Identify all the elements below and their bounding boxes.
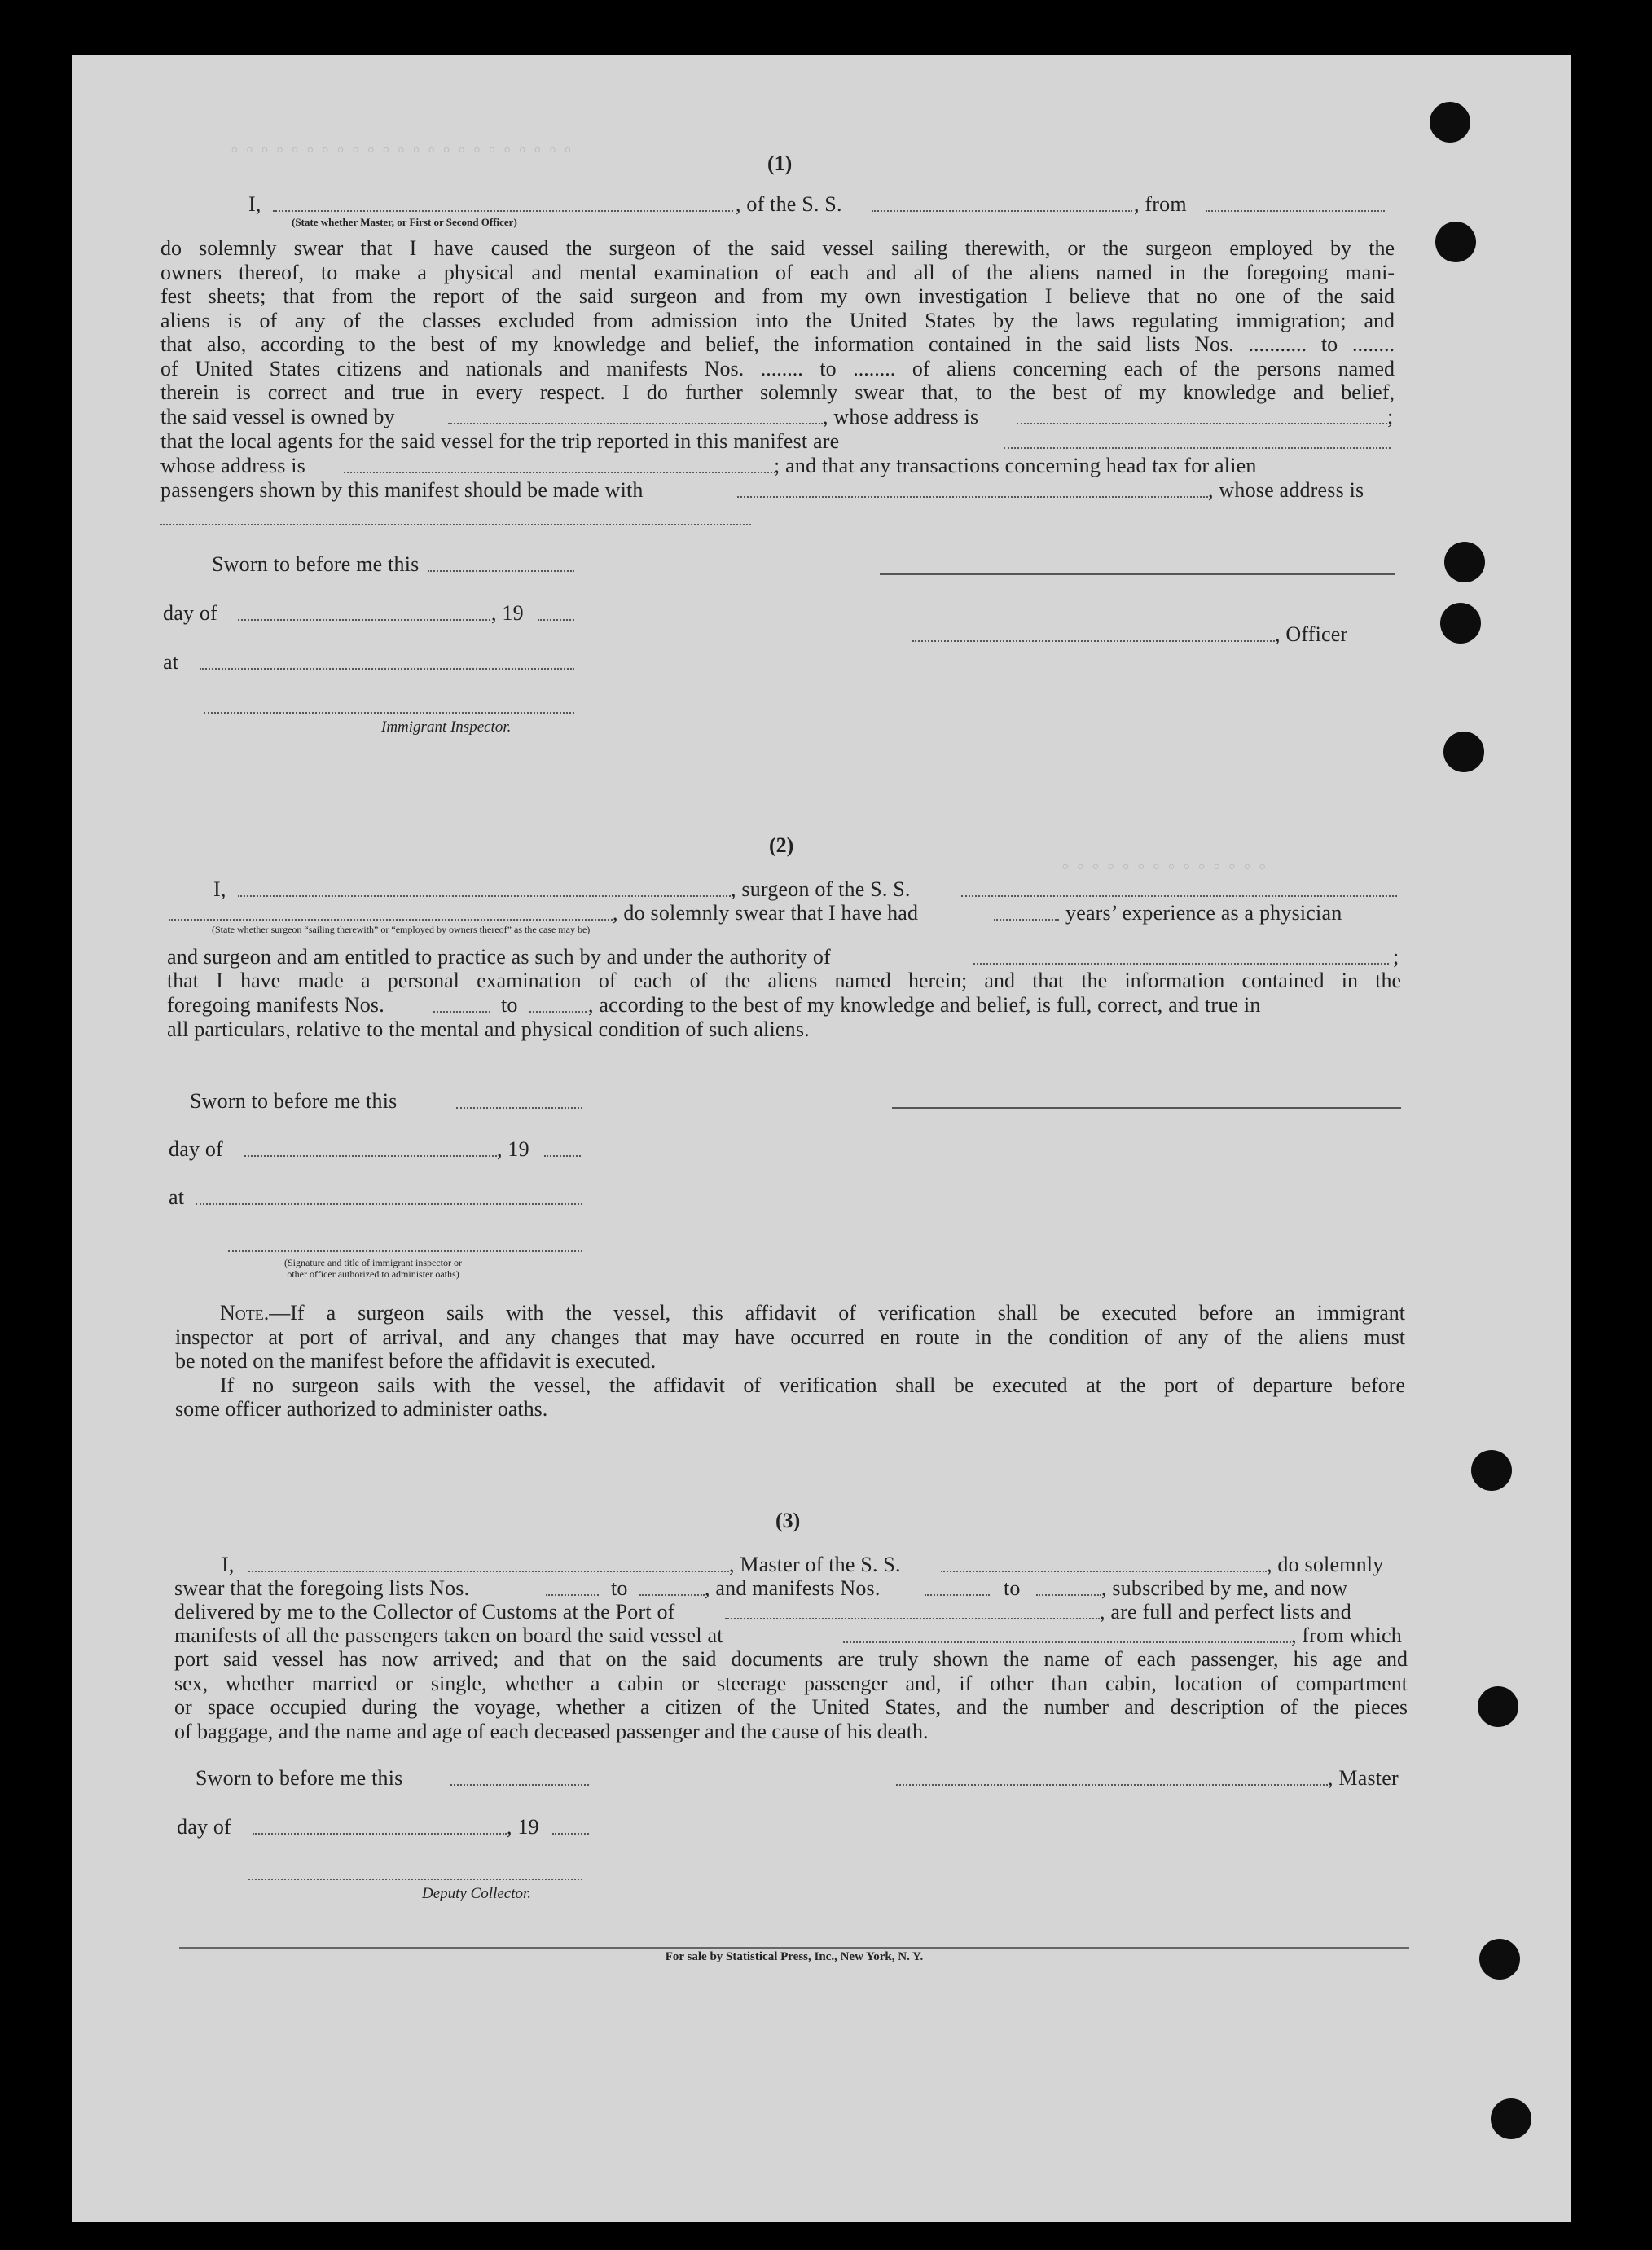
signature-line — [880, 573, 1395, 575]
text: delivered by me to the Collector of Customs at the Port of — [174, 1600, 675, 1624]
manifest-to-line — [529, 1011, 587, 1013]
surgeon-name-line — [238, 895, 731, 897]
owner-field-line — [448, 423, 823, 424]
section-3-number: (3) — [775, 1509, 801, 1532]
text: , according to the best of my knowledge and belief, is full, correct, and true in — [588, 993, 1261, 1017]
inspector-signature-line — [204, 712, 574, 714]
body-line: therein is correct and true in every respect. I do further solemnly swear that, to the best of my knowledge and belief, — [160, 380, 1395, 404]
day-field-line — [253, 1833, 507, 1835]
text: , are full and perfect lists and — [1100, 1600, 1351, 1624]
bleed-through-mark: ◦◦◦◦◦◦◦◦◦◦◦◦◦◦◦◦◦◦◦◦◦◦◦ — [228, 138, 577, 163]
text: , and manifests Nos. — [705, 1576, 881, 1600]
year-label: , 19 — [507, 1815, 539, 1839]
years-field-line — [994, 919, 1059, 921]
text: , whose address is — [823, 405, 979, 428]
text: the said vessel is owned by — [160, 405, 395, 428]
head-tax-field-line — [737, 496, 1208, 498]
section-1-number: (1) — [767, 152, 793, 175]
bleed-through-mark: ◦◦◦◦◦◦◦◦◦◦◦◦◦◦ — [1059, 855, 1272, 880]
note-line: be noted on the manifest before the affidavit is executed. — [175, 1349, 657, 1373]
body-line: of United States citizens and nationals and manifests Nos. ........ to ........ of aliens concerning each of the persons named — [160, 356, 1395, 380]
note-line: If no surgeon sails with the vessel, the affidavit of verification shall be executed at the port of departure before — [220, 1373, 1405, 1397]
text: swear that the foregoing lists Nos. — [174, 1576, 470, 1600]
section-3-body — [174, 1647, 1408, 1743]
body-line: port said vessel has now arrived; and that on the said documents are truly shown the name of each passenger, his age and — [174, 1647, 1408, 1671]
master-vessel-line — [941, 1571, 1267, 1572]
section-1-body — [160, 236, 1395, 405]
text: ; — [1393, 945, 1399, 969]
text: , Master of the S. S. — [729, 1553, 901, 1576]
manifests-from-line — [925, 1594, 990, 1596]
note-line: some officer authorized to administer oaths. — [175, 1397, 548, 1421]
punch-hole — [1478, 1686, 1518, 1727]
body-line: sex, whether married or single, whether a cabin or steerage passenger and, if other than cabin, location of compartment — [174, 1671, 1408, 1695]
at-label: at — [163, 650, 179, 674]
text: , do solemnly swear that I have had — [613, 901, 919, 925]
agents-address-line — [344, 472, 775, 473]
year-label: , 19 — [497, 1137, 529, 1161]
day-of-label: day of — [169, 1137, 223, 1161]
day-field-line — [238, 619, 490, 621]
deputy-signature-line — [248, 1879, 582, 1880]
body-line: of baggage, and the name and age of each deceased passenger and the cause of his death. — [174, 1719, 929, 1743]
boarding-port-line — [843, 1641, 1291, 1643]
master-name-line — [248, 1571, 729, 1572]
field-note: (State whether surgeon “sailing therewith” or “employed by owners thereof” as the case may be) — [212, 924, 591, 935]
punch-hole — [1471, 1450, 1512, 1491]
text: , whose address is — [1208, 478, 1364, 502]
text: that the local agents for the said vessel for the trip reported in this manifest are — [160, 429, 840, 453]
punch-hole — [1440, 603, 1481, 644]
text: , surgeon of the S. S. — [731, 877, 911, 901]
sworn-label: Sworn to before me this — [190, 1089, 398, 1113]
text: passengers shown by this manifest should be made with — [160, 478, 644, 502]
text: , of the S. S. — [736, 192, 842, 216]
note-line — [175, 1301, 1405, 1325]
deputy-label: Deputy Collector. — [422, 1885, 532, 1902]
text: , from which — [1291, 1624, 1402, 1647]
text: ; and that any transactions concerning head tax for alien — [774, 454, 1257, 477]
signature-note-line: (Signature and title of immigrant inspector or — [284, 1257, 462, 1268]
text: to — [611, 1576, 628, 1600]
text: years’ experience as a physician — [1065, 901, 1342, 925]
body-line: do solemnly swear that I have caused the surgeon of the said vessel sailing therewith, or the surgeon employed by the — [160, 236, 1395, 260]
manifests-to-line — [1036, 1594, 1101, 1596]
sworn-date-line — [456, 1107, 582, 1109]
note-text: —If a surgeon sails with the vessel, this affidavit of verification shall be executed before an immigrant — [269, 1301, 1405, 1325]
text: and surgeon and am entitled to practice as such by and under the authority of — [167, 945, 831, 969]
name-field-line — [273, 210, 733, 212]
owner-address-line — [1017, 423, 1387, 424]
inspector-signature-line — [228, 1250, 582, 1252]
text: , do solemnly — [1267, 1553, 1384, 1576]
lists-to-line — [639, 1594, 705, 1596]
text: manifests of all the passengers taken on board the said vessel at — [174, 1624, 723, 1647]
punch-hole — [1479, 1939, 1520, 1980]
master-signature-line — [896, 1784, 1328, 1786]
year-field-line — [538, 619, 574, 621]
officer-label: , Officer — [1275, 622, 1348, 646]
at-label: at — [169, 1185, 185, 1209]
port-field-line — [725, 1618, 1100, 1619]
text: whose address is — [160, 454, 305, 477]
body-line: that I have made a personal examination of each of the aliens named herein; and that the information contained in the — [167, 969, 1401, 992]
section-2-number: (2) — [769, 833, 794, 857]
punch-hole — [1443, 732, 1484, 772]
note-line: inspector at port of arrival, and any changes that may have occurred en route in the condition of any of the aliens must — [175, 1325, 1405, 1349]
punch-hole — [1491, 2098, 1531, 2139]
text: , from — [1134, 192, 1187, 216]
field-note: (State whether Master, or First or Second Officer) — [292, 216, 517, 228]
from-field-line — [1206, 210, 1385, 212]
officer-signature-line — [912, 640, 1275, 642]
body-line: aliens is of any of the classes excluded from admission into the United States by the laws regulating immigration; and — [160, 308, 1395, 332]
punch-hole — [1435, 222, 1476, 262]
day-of-label: day of — [177, 1815, 231, 1839]
body-line: fest sheets; that from the report of the said surgeon and from my own investigation I believe that no one of the said — [160, 284, 1395, 308]
sworn-date-line — [428, 570, 574, 572]
at-field-line — [196, 1203, 582, 1205]
year-field-line — [552, 1833, 589, 1835]
surgeon-type-line — [169, 919, 613, 921]
inspector-label: Immigrant Inspector. — [381, 719, 512, 736]
at-field-line — [200, 668, 574, 670]
year-field-line — [544, 1155, 581, 1157]
master-label: , Master — [1328, 1766, 1399, 1790]
section-2-body — [167, 969, 1401, 993]
footer-imprint: For sale by Statistical Press, Inc., New York, N. Y. — [665, 1950, 924, 1963]
year-label: , 19 — [491, 601, 524, 625]
body-line: that also, according to the best of my knowledge and belief, the information contained in the said lists Nos. ........... to ........ — [160, 332, 1395, 356]
signature-note — [210, 1257, 536, 1280]
manifest-from-line — [433, 1011, 490, 1013]
text: ; — [1387, 405, 1394, 428]
punch-hole — [1444, 542, 1485, 582]
sworn-label: Sworn to before me this — [212, 552, 420, 576]
text: all particulars, relative to the mental and physical condition of such aliens. — [167, 1017, 810, 1041]
agents-field-line — [1004, 447, 1391, 449]
note-paragraph — [175, 1301, 1405, 1422]
body-line: or space occupied during the voyage, whether a citizen of the United States, and the number and description of the pieces — [174, 1695, 1408, 1719]
head-tax-address-line — [160, 524, 751, 525]
body-line: owners thereof, to make a physical and mental examination of each and all of the aliens named in the foregoing mani- — [160, 260, 1395, 284]
text: I, — [213, 877, 226, 901]
text: I, — [222, 1553, 235, 1576]
text: I, — [248, 192, 261, 216]
day-field-line — [244, 1155, 497, 1157]
footer-rule — [179, 1947, 1409, 1949]
note-label: Note. — [220, 1301, 270, 1325]
sworn-date-line — [450, 1784, 589, 1786]
text: foregoing manifests Nos. — [167, 993, 384, 1017]
signature-line — [892, 1107, 1401, 1109]
vessel-field-line — [872, 210, 1132, 212]
text: to — [501, 993, 518, 1017]
authority-field-line — [973, 963, 1389, 965]
surgeon-vessel-line — [961, 895, 1397, 897]
text: to — [1004, 1576, 1021, 1600]
sworn-label: Sworn to before me this — [196, 1766, 403, 1790]
text: , subscribed by me, and now — [1101, 1576, 1348, 1600]
punch-hole — [1430, 102, 1470, 143]
lists-from-line — [546, 1594, 599, 1596]
signature-note-line: other officer authorized to administer oaths) — [287, 1268, 459, 1280]
day-of-label: day of — [163, 601, 217, 625]
